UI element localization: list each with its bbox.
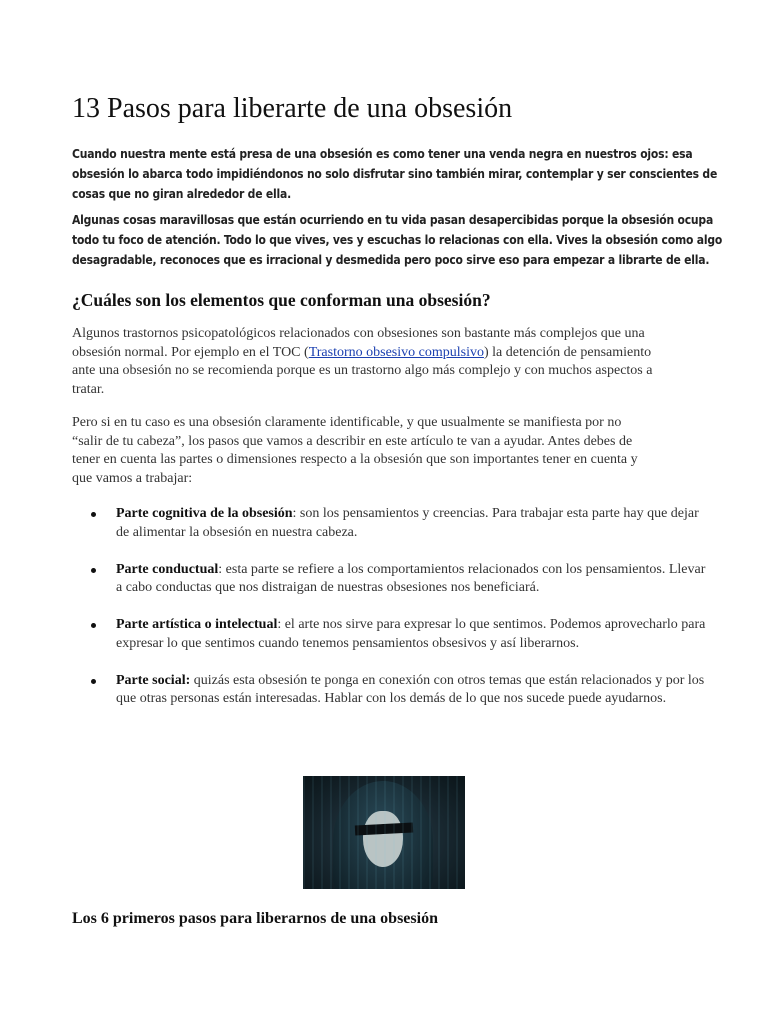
item-text: quizás esta obsesión te ponga en conexión con otros temas que están relacionados y por los que otras personas están interesadas. Hablar con los demás de lo que nos sucede puede ayudarnos.: [116, 672, 705, 706]
text-line: todo tu foco de atención. Todo lo que vives, ves y escuchas lo relacionas con ella. Vives la obsesión como algo: [72, 233, 723, 247]
item-label: Parte artística o intelectual: [116, 617, 278, 632]
item-text: : son los pensamientos y creencias. Para trabajar esta parte hay que dejar de alimentar la obsesión en nuestra cabeza.: [116, 506, 699, 540]
list-item: [116, 616, 706, 653]
text-line: Cuando nuestra mente está presa de una obsesión es como tener una venda negra en nuestros ojos: esa: [72, 147, 693, 161]
intro-paragraph-2: [72, 210, 722, 270]
text-span: ) la detención de pensamiento: [483, 344, 652, 360]
intro-paragraph-1: [72, 144, 722, 204]
parts-list: [72, 505, 706, 727]
text-line: Algunos trastornos psicopatológicos relacionados con obsesiones son bastante más complejos que una: [72, 326, 645, 341]
item-label: Parte cognitiva de la obsesión: [116, 506, 293, 521]
text-line: desagradable, reconoces que es irracional y desmedida pero poco sirve eso para empezar a librarte de ella.: [72, 253, 710, 267]
item-text: : el arte nos sirve para expresar lo que sentimos. Podemos aprovecharlo para expresar lo que sentimos cuando tenemos pensamientos obsesivos y así liberarnos.: [116, 617, 706, 651]
text-line: [72, 344, 712, 363]
text-line: ante una obsesión no se recomienda porque es un trastorno algo más complejo y con muchos aspectos a: [72, 363, 653, 378]
body-paragraph-1: [72, 325, 712, 399]
text-line: obsesión lo abarca todo impidiéndonos no solo disfrutar sino también mirar, contemplar y ser conscientes de: [72, 167, 718, 181]
item-label: Parte social:: [116, 672, 191, 688]
blindfolded-woman-image: [303, 776, 465, 889]
text-line: tener en cuenta las partes o dimensiones respecto a la obsesión que son importantes tener en cuenta y: [72, 452, 638, 467]
section-heading: ¿Cuáles son los elementos que conforman una obsesión?: [72, 290, 491, 310]
list-item: [116, 561, 706, 598]
body-paragraph-2: [72, 414, 712, 488]
background-lines: [303, 776, 465, 889]
page-title: 13 Pasos para liberarte de una obsesión: [72, 93, 513, 124]
item-text: : esta parte se refiere a los comportamientos relacionados con los pensamientos. Llevar a cabo conductas que nos distraigan de nuestras obsesiones nos beneficiará.: [116, 561, 706, 595]
text-line: tratar.: [72, 381, 105, 397]
text-line: Pero si en tu caso es una obsesión claramente identificable, y que usualmente se manifiesta por no: [72, 415, 622, 430]
list-item: [116, 505, 706, 542]
text-span: obsesión normal. Por ejemplo en el TOC (: [72, 344, 309, 360]
list-item: [116, 672, 706, 709]
item-label: Parte conductual: [116, 561, 219, 577]
text-line: “salir de tu cabeza”, los pasos que vamos a describir en este artículo te van a ayudar. Antes debes de: [72, 433, 633, 449]
text-line: que vamos a trabajar:: [72, 470, 193, 486]
text-line: cosas que no giran alrededor de ella.: [72, 187, 291, 201]
toc-link[interactable]: Trastorno obsesivo compulsivo: [308, 344, 484, 360]
text-line: Algunas cosas maravillosas que están ocurriendo en tu vida pasan desapercibidas porque la obsesión ocupa: [72, 213, 714, 227]
section-heading-2: Los 6 primeros pasos para liberarnos de una obsesión: [72, 910, 438, 927]
